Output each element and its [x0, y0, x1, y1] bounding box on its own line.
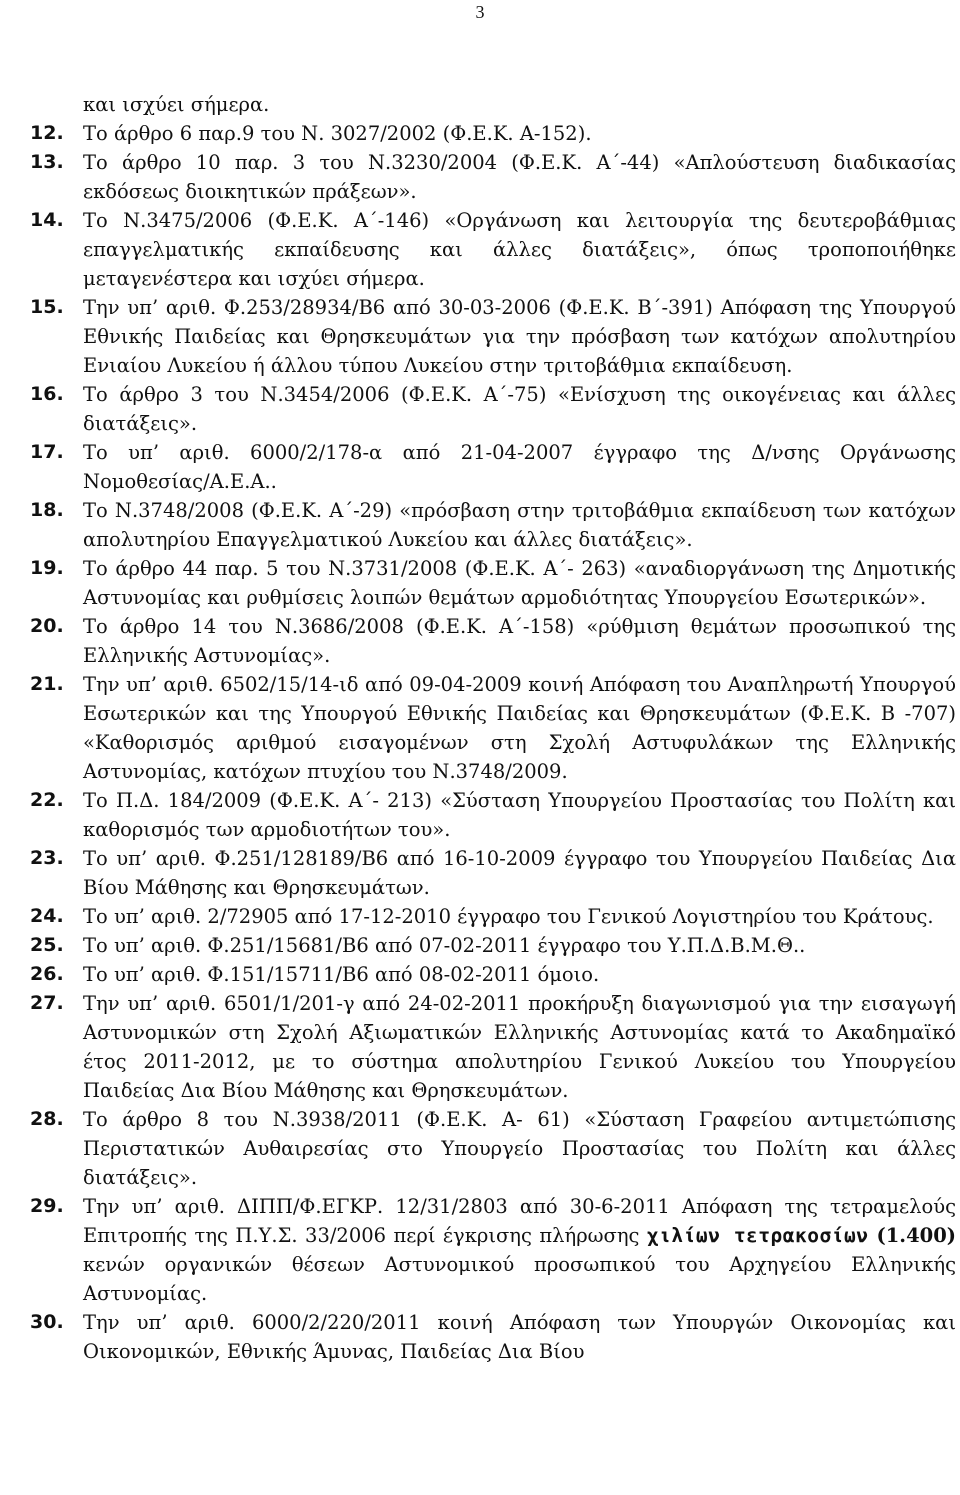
item-text: Το άρθρο 10 παρ. 3 του Ν.3230/2004 (Φ.Ε.Κ. Α΄-44) «Απλούστευση διαδικασίας εκδόσεως διοικητικών πράξεων».	[83, 151, 956, 203]
item-number: 16.	[30, 383, 64, 405]
list-item	[30, 496, 956, 554]
list-item	[30, 844, 956, 902]
item-number: 17.	[30, 441, 64, 463]
list-item	[30, 148, 956, 206]
item-number: 22.	[30, 789, 64, 811]
item-text-bold-number: (1.400)	[868, 1224, 957, 1247]
continuation-text: και ισχύει σήμερα.	[83, 93, 270, 116]
item-text: Το άρθρο 6 παρ.9 του Ν. 3027/2002 (Φ.Ε.Κ. Α-152).	[83, 122, 592, 145]
item-text: Το άρθρο 44 παρ. 5 του Ν.3731/2008 (Φ.Ε.Κ. Α΄- 263) «αναδιοργάνωση της Δημοτικής Αστυνομίας και ρυθμίσεις λοιπών θεμάτων αρμοδιότητας Υπουργείου Εσωτερικών».	[83, 557, 956, 609]
item-text: Το υπ’ αριθ. Φ.251/128189/Β6 από 16-10-2009 έγγραφο του Υπουργείου Παιδείας Δια Βίου Μάθησης και Θρησκευμάτων.	[83, 847, 956, 899]
list-item	[30, 380, 956, 438]
list-item	[30, 612, 956, 670]
item-number: 24.	[30, 905, 64, 927]
item-text: Την υπ’ αριθ. 6502/15/14-ιδ από 09-04-2009 κοινή Απόφαση του Αναπληρωτή Υπουργού Εσωτερικών και της Υπουργού Εθνικής Παιδείας και Θρησκευμάτων (Φ.Ε.Κ. Β -707) «Καθορισμός αριθμού εισαγομένων στη Σχολή Αστυφυλάκων της Ελληνικής Αστυνομίας, κατόχων πτυχίου του Ν.3748/2009.	[83, 673, 956, 783]
item-text: Την υπ’ αριθ. Φ.253/28934/Β6 από 30-03-2006 (Φ.Ε.Κ. Β΄-391) Απόφαση της Υπουργού Εθνικής Παιδείας και Θρησκευμάτων για την πρόσβαση των κατόχων απολυτηρίου Ενιαίου Λυκείου ή άλλου τύπου Λυκείου στην τριτοβάθμια εκπαίδευση.	[83, 296, 956, 377]
list-item	[30, 931, 956, 960]
item-text	[83, 1192, 956, 1308]
list-item	[30, 1192, 956, 1308]
item-number: 15.	[30, 296, 64, 318]
item-number: 25.	[30, 934, 64, 956]
item-number: 30.	[30, 1311, 64, 1333]
item-number: 21.	[30, 673, 64, 695]
item-text: Το Π.Δ. 184/2009 (Φ.Ε.Κ. Α΄- 213) «Σύσταση Υπουργείου Προστασίας του Πολίτη και καθορισμός των αρμοδιοτήτων του».	[83, 789, 956, 841]
item-text: Το άρθρο 14 του Ν.3686/2008 (Φ.Ε.Κ. Α΄-158) «ρύθμιση θεμάτων προσωπικού της Ελληνικής Αστυνομίας».	[83, 615, 956, 667]
document-body	[30, 90, 956, 1366]
item-number: 27.	[30, 992, 64, 1014]
item-number: 12.	[30, 122, 64, 144]
list-item	[30, 293, 956, 380]
item-text: Το άρθρο 3 του Ν.3454/2006 (Φ.Ε.Κ. Α΄-75) «Ενίσχυση της οικογένειας και άλλες διατάξεις».	[83, 383, 956, 435]
list-item	[30, 960, 956, 989]
item-text: Το Ν.3475/2006 (Φ.Ε.Κ. Α΄-146) «Οργάνωση και λειτουργία της δευτεροβάθμιας επαγγελματικής εκπαίδευσης και άλλες διατάξεις», όπως τροποποιήθηκε μεταγενέστερα και ισχύει σήμερα.	[83, 209, 956, 290]
list-item	[30, 1105, 956, 1192]
item-text-part: Την υπ’ αριθ. ΔΙΠΠ/Φ.ΕΓΚΡ. 12/31/2803 από 30-6-2011 Απόφαση της τετραμελούς Επιτροπής της Π.Υ.Σ. 33/2006 περί έγκρισης πλήρωσης	[83, 1195, 956, 1247]
item-number: 23.	[30, 847, 64, 869]
list-item	[30, 989, 956, 1105]
item-number: 14.	[30, 209, 64, 231]
list-item	[30, 438, 956, 496]
item-text: Το υπ’ αριθ. Φ.251/15681/Β6 από 07-02-2011 έγγραφο του Υ.Π.Δ.Β.Μ.Θ..	[83, 934, 806, 957]
item-text: Το Ν.3748/2008 (Φ.Ε.Κ. Α΄-29) «πρόσβαση στην τριτοβάθμια εκπαίδευση των κατόχων απολυτηρίου Επαγγελματικού Λυκείου και άλλες διατάξεις».	[83, 499, 956, 551]
list-item	[30, 902, 956, 931]
item-number: 28.	[30, 1108, 64, 1130]
item-text: Την υπ’ αριθ. 6000/2/220/2011 κοινή Απόφαση των Υπουργών Οικονομίας και Οικονομικών, Εθνικής Άμυνας, Παιδείας Δια Βίου	[83, 1311, 956, 1363]
item-text: Το άρθρο 8 του Ν.3938/2011 (Φ.Ε.Κ. Α- 61) «Σύσταση Γραφείου αντιμετώπισης Περιστατικών Αυθαιρεσίας στο Υπουργείο Προστασίας του Πολίτη και άλλες διατάξεις».	[83, 1108, 956, 1189]
item-text-bold-words: χιλίων τετρακοσίων	[646, 1224, 869, 1247]
item-text-part: κενών οργανικών θέσεων Αστυνομικού προσωπικού του Αρχηγείου Ελληνικής Αστυνομίας.	[83, 1253, 956, 1305]
item-text: Το υπ’ αριθ. 2/72905 από 17-12-2010 έγγραφο του Γενικού Λογιστηρίου του Κράτους.	[83, 905, 934, 928]
item-text: Το υπ’ αριθ. 6000/2/178-α από 21-04-2007 έγγραφο της Δ/νσης Οργάνωσης Νομοθεσίας/Α.Ε.Α..	[83, 441, 956, 493]
list-item	[30, 786, 956, 844]
list-item	[30, 554, 956, 612]
page-number: 3	[475, 2, 485, 22]
list-item	[30, 1308, 956, 1366]
item-number: 18.	[30, 499, 64, 521]
item-number: 26.	[30, 963, 64, 985]
item-number: 13.	[30, 151, 64, 173]
list-item	[30, 119, 956, 148]
item-number: 19.	[30, 557, 64, 579]
item-text: Την υπ’ αριθ. 6501/1/201-γ από 24-02-2011 προκήρυξη διαγωνισμού για την εισαγωγή Αστυνομικών στη Σχολή Αξιωματικών Ελληνικής Αστυνομίας κατά το Ακαδημαϊκό έτος 2011-2012, με το σύστημα απολυτηρίου Γενικού Λυκείου του Υπουργείου Παιδείας Δια Βίου Μάθησης και Θρησκευμάτων.	[83, 992, 956, 1102]
item-number: 29.	[30, 1195, 64, 1217]
list-item	[30, 206, 956, 293]
item-number: 20.	[30, 615, 64, 637]
item-text: Το υπ’ αριθ. Φ.151/15711/Β6 από 08-02-2011 όμοιο.	[83, 963, 600, 986]
list-item	[30, 670, 956, 786]
